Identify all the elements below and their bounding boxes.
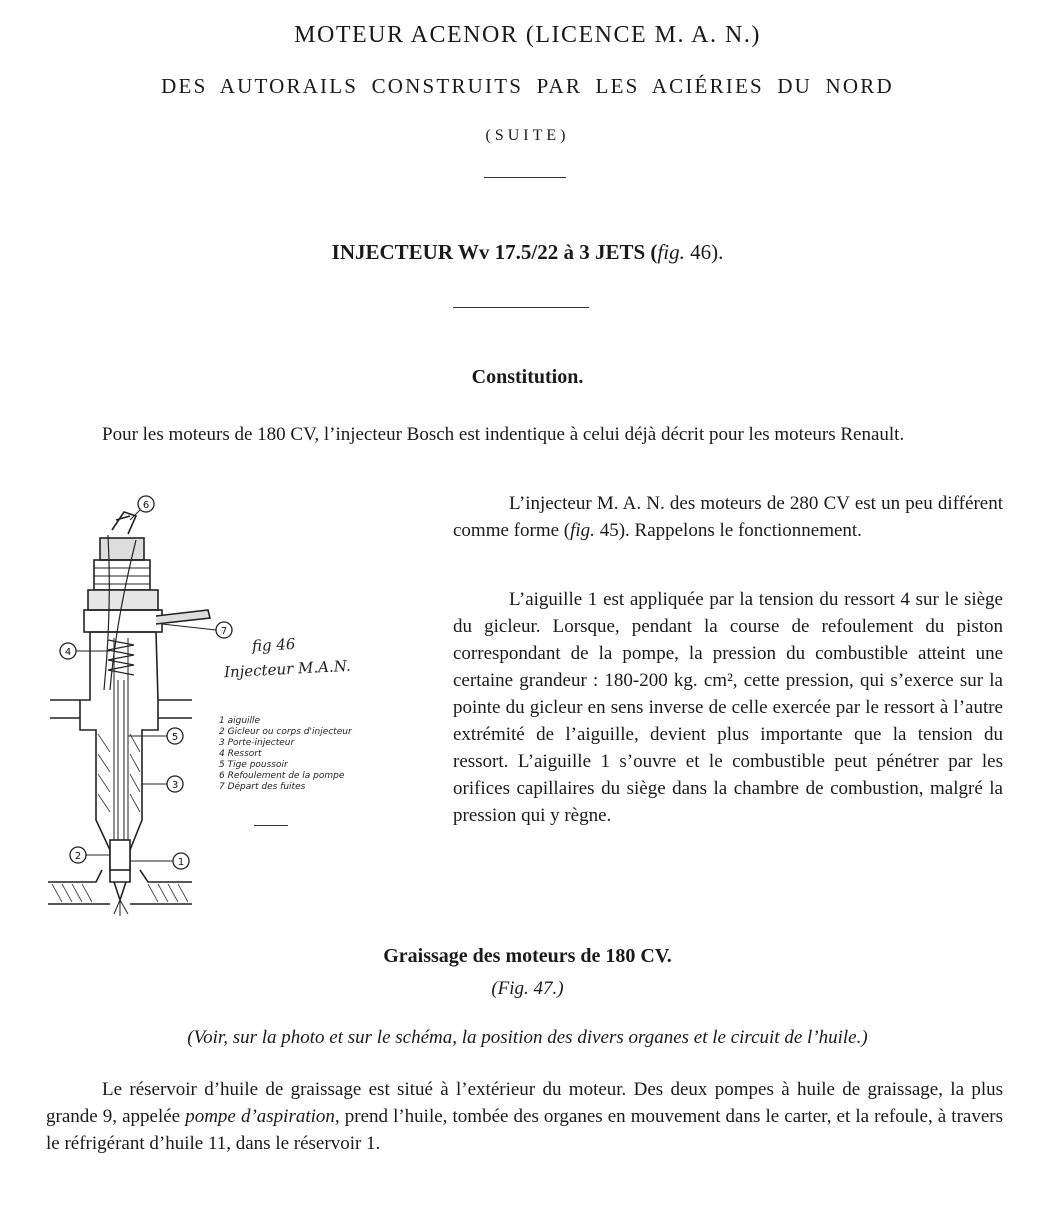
callout-3: 3	[171, 780, 179, 791]
section-title-fig-num: 46).	[684, 240, 724, 264]
graissage-fig-ref: (Fig. 47.)	[491, 978, 564, 999]
header-suite: (SUITE)	[485, 127, 570, 144]
figure-title-line2: Injecteur M.A.N.	[223, 656, 352, 682]
section-title	[0, 240, 1055, 265]
callout-7: 7	[220, 626, 228, 637]
para-2-text-a: L’injecteur M. A. N. des moteurs de 280 CV est un peu différent comme forme (	[453, 493, 1003, 541]
header-subtitle: DES AUTORAILS CONSTRUITS PAR LES ACIÉRIES DU NORD	[161, 74, 894, 98]
graissage-para	[46, 1076, 1003, 1157]
graissage-heading: Graissage des moteurs de 180 CV.	[383, 945, 672, 967]
figure-legend	[219, 716, 409, 793]
legend-item: 2 Gicleur ou corps d'injecteur	[219, 727, 352, 737]
callout-4: 4	[64, 647, 72, 658]
graissage-note: (Voir, sur la photo et sur le schéma, la position des divers organes et le circuit de l’huile.)	[187, 1027, 868, 1048]
legend-underline	[254, 825, 288, 826]
header-title: MOTEUR ACENOR (LICENCE M. A. N.)	[294, 22, 761, 48]
legend-item: 7 Départ des fuites	[219, 782, 306, 792]
legend-item: 5 Tige poussoir	[219, 760, 288, 770]
constitution-para-1: Pour les moteurs de 180 CV, l’injecteur Bosch est indentique à celui déjà décrit pour les moteurs Renault.	[102, 424, 905, 445]
callout-5: 5	[171, 732, 179, 743]
graissage-emphasis: pompe d’aspiration,	[185, 1106, 340, 1127]
legend-item: 4 Ressort	[219, 749, 262, 759]
legend-item: 3 Porte-injecteur	[219, 738, 295, 748]
constitution-para-3: L’aiguille 1 est appliquée par la tension du ressort 4 sur le siège du gicleur. Lorsque, pendant la course de refoulement du piston correspondant de la pompe, la pression du combustible atteint une certaine grandeur : 180-200 kg. cm², cette pression, qui s’exerce sur la pointe du gicleur en sens inverse de celle exercée par le ressort à l’autre extrémité de l’aiguille, devient plus importante que la tension du ressort. L’aiguille 1 s’ouvre et le combustible peut pénétrer par les orifices capillaires du siège dans la chambre de combustion, malgré la pression qui y règne.	[453, 589, 1003, 826]
para-2-text-b: 45). Rappelons le fonctionnement.	[594, 520, 862, 541]
constitution-heading: Constitution.	[471, 366, 584, 388]
graissage-text-a: Le réservoir d’huile de graissage est situé à l’extérieur du moteur. Des deux pompes à huile de graissage, la plus grande 9, appelée	[46, 1079, 1003, 1127]
callout-1: 1	[177, 857, 185, 868]
legend-item: 1 aiguille	[219, 716, 261, 726]
callout-6: 6	[142, 500, 150, 511]
constitution-para-2	[453, 490, 1003, 544]
callout-2: 2	[74, 851, 82, 862]
figure-title-line1: fig 46	[251, 634, 296, 656]
injector-figure	[44, 490, 374, 920]
legend-item: 6 Refoulement de la pompe	[219, 771, 345, 781]
section-divider	[453, 307, 589, 308]
section-title-main: INJECTEUR Wv 17.5/22 à 3 JETS (	[331, 240, 658, 264]
para-2-fig-ref: fig.	[570, 520, 595, 541]
header-divider	[484, 177, 566, 178]
graissage-text-b: prend l’huile, tombée des organes en mouvement dans le carter, et la refoule, à travers le réfrigérant d’huile 11, dans le réservoir 1.	[46, 1106, 1003, 1154]
section-title-fig-label: fig.	[657, 240, 685, 264]
